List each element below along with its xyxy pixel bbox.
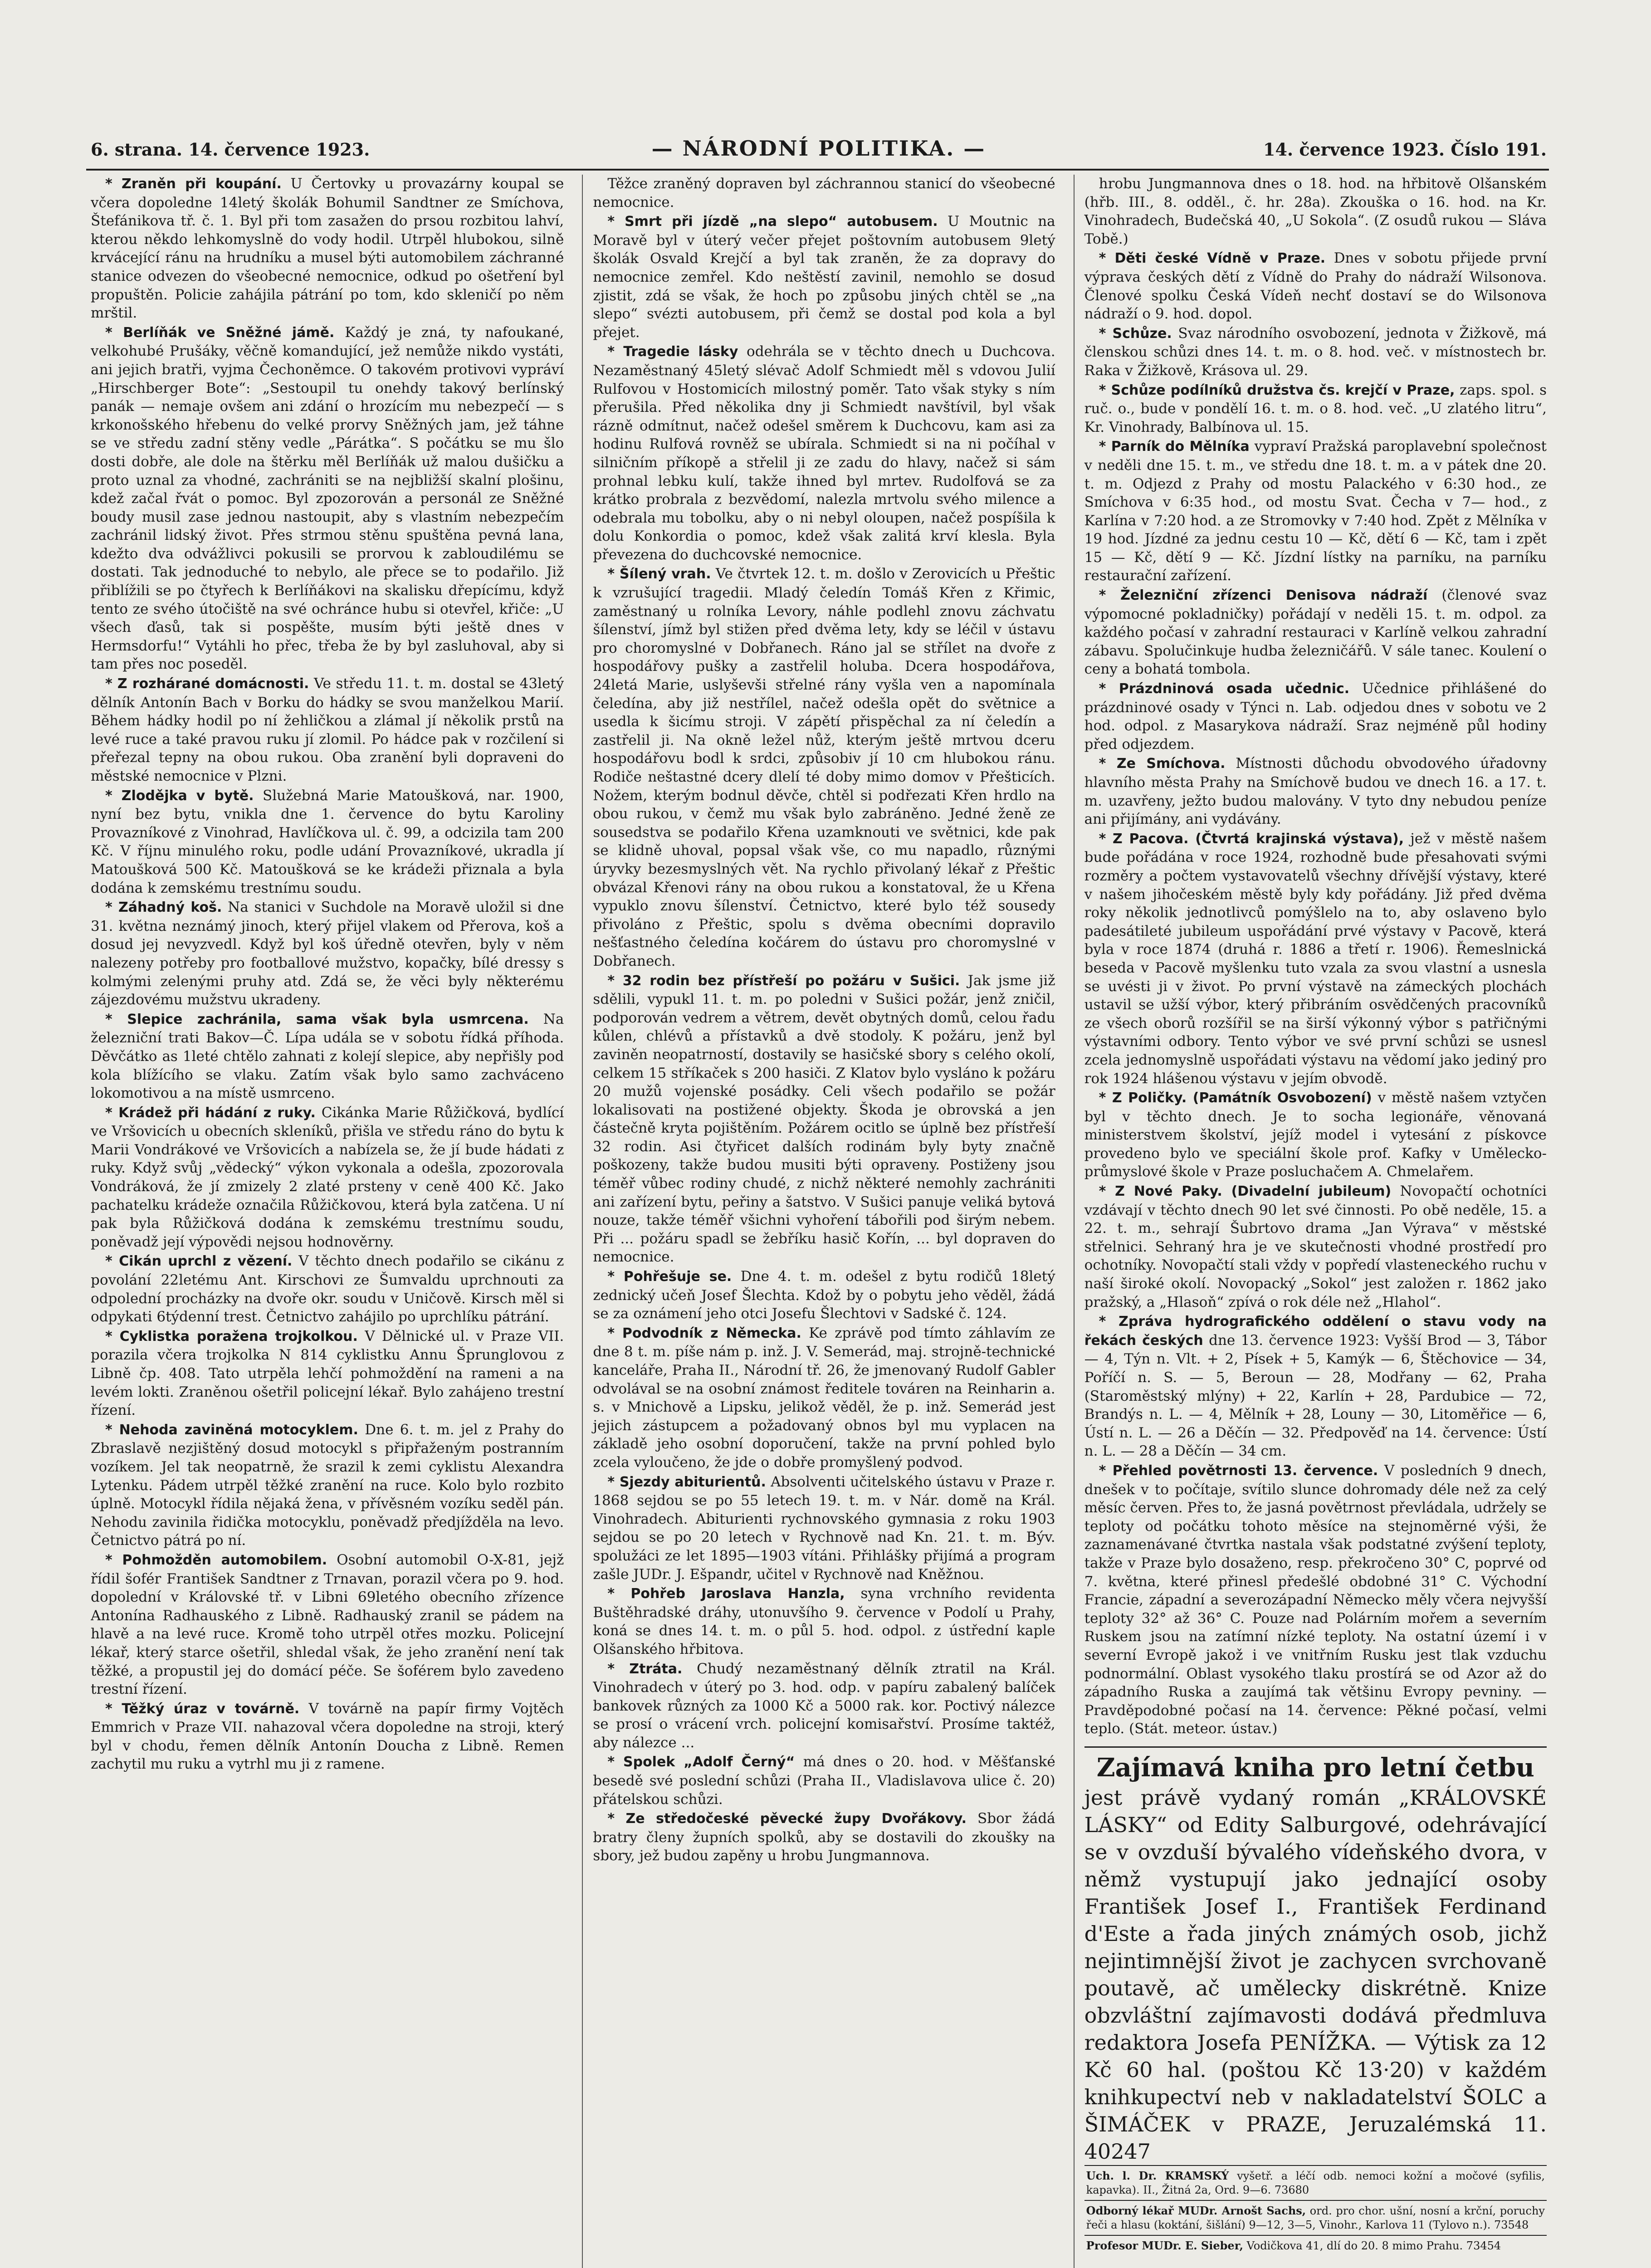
article bbox=[91, 1421, 564, 1550]
article-text: V těchto dnech podařilo se cikánu z povolání 22letému Ant. Kirschovi ze Šumvaldu uprchnouti za odpolední procházky na dvoře okr. soudu v Uničově. Kirsch měl si odpykati 6týdenní trest. Četnictvo zahájilo po uprchlíku pátrání. bbox=[91, 1253, 564, 1325]
article-text: Chudý nezaměstnaný dělník ztratil na Král. Vinohradech v úterý po 3. hod. odp. v papíru zabalený balíček bankovek různých za 1000 Kč a 5000 rak. kor. Poctivý nálezce se prosí o vrácení vrch. policejní komisařství. Prosíme taktéž, aby nálezce ... bbox=[593, 1660, 1055, 1751]
article-text: v městě našem vztyčen byl v těchto dnech. Je to socha legionáře, věnovaná ministerstvem školství, jejíž model i vytesání z pískovce provedeno bylo ve speciální škole prof. Kafky v Umělecko-průmyslové škole v Praze posluchačem A. Chmelařem. bbox=[1084, 1090, 1547, 1180]
column-1 bbox=[91, 175, 564, 2268]
article-text: dne 13. července 1923: Vyšší Brod — 3, Tábor — 4, Týn n. Vlt. + 2, Písek + 5, Kamýk — 6, Štěchovice — 34, Poříčí n. S. — 5, Beroun — 28, Modřany — 62, Praha (Staroměstský mlýny) + 22, Karlín + 28, Pardubice — 72, Brandýs n. L. — 4, Mělník + 28, Louny — 30, Litoměřice — 6, Ústí n. L. — 26 a Děčín — 32. Předpověď na 14. července: Ústí n. L. — 28 a Děčín — 34 cm. bbox=[1084, 1332, 1547, 1460]
article-title: * Železniční zřízenci Denisova nádraží bbox=[1099, 587, 1428, 604]
article-text: Novopačtí ochotníci vzdávají v těchto dnech 90 let své činnosti. Po obě neděle, 15. a 22. t. m., sehrají Šubrtovo drama „Jan Výrava“ v městské střelnici. Sehraný hra je ve skutečnosti vhodné prostředí pro ochotníky. Novopačtí stali vždy v popředí vlasteneckého ruchu v naší široké okolí. Novopacký „Sokol“ jest založen r. 1862 jako pražský, a „Hlasoň“ zpívá o rok déle než „Hlahol“. bbox=[1084, 1183, 1547, 1310]
article-title: * Cikán uprchl z vězení. bbox=[105, 1253, 293, 1270]
article-title: * Schůze podílníků družstva čs. krejčí v Praze, bbox=[1099, 382, 1455, 398]
article bbox=[1084, 1182, 1547, 1311]
article bbox=[1084, 830, 1547, 1088]
column-3 bbox=[1074, 175, 1547, 2268]
article bbox=[593, 972, 1055, 1267]
article-text: V Dělnické ul. v Praze VII. porazila včera trojkolka N 814 cyklistku Annu Šprunglovou z Libně čp. 408. Tato utrpěla lehčí pohmoždění na rameni a na levém lokti. Zraněnou ošetřil policejní lékař. Bylo zahájeno trestní řízení. bbox=[91, 1328, 564, 1419]
article-text: Absolventi učitelského ústavu v Praze r. 1868 sejdou se po 55 letech 19. t. m. v Nár. domě na Král. Vinohradech. Abiturienti rychnovského gymnasia z roku 1903 sejdou se po 20 letech v Rychnově nad Kn. 21. t. m. Býv. spolužáci ze let 1895—1903 vítáni. Přihlášky přijímá a program zašle JUDr. J. Ešpandr, učitel v Rychnově nad Kněžnou. bbox=[593, 1473, 1055, 1583]
article bbox=[1084, 175, 1547, 248]
article bbox=[1084, 324, 1547, 380]
article-title: * Spolek „Adolf Černý“ bbox=[607, 1754, 795, 1770]
article-title: * Pohřeb Jaroslava Hanzla, bbox=[607, 1586, 845, 1602]
article bbox=[91, 1327, 564, 1420]
ad-text: jest právě vydaný román „KRÁLOVSKÉ LÁSKY“ od Edity Salburgové, odehrávající se v ovzduší bývalého vídeňského dvora, v němž vystupují jako jednající osoby František Josef I., František Ferdinand d'Este a řada jiných známých osob, jichž nejintimnější život je zachycen svrchovaně poutavě, ač umělecky diskrétně. Knize obzvláštní zajímavosti dodává předmluva redaktora Josefa PENÍŽKA. — Výtisk za 12 Kč 60 hal. (poštou Kč 13·20) v každém knihkupectví neb v nakladatelství ŠOLC a ŠIMÁČEK v PRAZE, Jeruzalémská 11. 40247 bbox=[1084, 1785, 1547, 2164]
article-title: * Cyklistka poražena trojkolkou. bbox=[105, 1328, 358, 1344]
article bbox=[593, 565, 1055, 970]
article-text: U Moutnic na Moravě byl v úterý večer přejet poštovním autobusem 9letý školák Osvald Krejčí a byl tak zraněn, že za dopravy do nemocnice zemřel. Kdo neštěstí zavinil, nemohlo se dosud zjistit, zdá se však, že hoch po způsobu jiných chtěl se „na slepo“ svézti autobusem, při čemž se dostal pod kola a byl přejet. bbox=[593, 213, 1055, 341]
article bbox=[593, 342, 1055, 564]
small-ad-title: Uch. l. Dr. KRAMSKÝ bbox=[1086, 2169, 1229, 2182]
article-text: V posledních 9 dnech, dnešek v to počítaje, svítilo slunce dohromady déle než za celý měsíc červen. Přes to, že jasná povětrnost převládala, udržely se teploty od počátku tohoto měsíce na stejnoměrné výši, že zaznamenávané čtvrtka nastala však podstatné zvýšení teploty, takže v Praze bylo dosaženo, resp. překročeno 30° C, poprvé od 7. května, které přinesl předešlé obdobné 31° C. Východní Francie, západní a severozápadní Německo měly včera nejvyšší teploty 32° až 36° C. Pouze nad Polárním mořem a severním Ruskem jsou na zatímní nízké teploty. Na ostatní území i v severní Evropě jakož i ve vnitřním Rusku jest tlak vzduchu podnormální. Oblast vysokého tlaku prostírá se od Azor až do západního Ruska a zaujímá tak většinu Evropy pevniny. — Pravděpodobné počasí na 14. července: Pěkné počasí, velmi teplo. (Stát. meteor. ústav.) bbox=[1084, 1462, 1547, 1737]
article-title: * Ztráta. bbox=[607, 1661, 683, 1677]
article-title: * Nehoda zaviněná motocyklem. bbox=[105, 1422, 358, 1438]
article-title: * Záhadný koš. bbox=[105, 899, 222, 916]
article bbox=[593, 1660, 1055, 1752]
article bbox=[593, 1809, 1055, 1865]
article-title: * Těžký úraz v továrně. bbox=[105, 1701, 300, 1717]
small-ad bbox=[1084, 2235, 1547, 2256]
article bbox=[1084, 381, 1547, 437]
header-left: 6. strana. 14. července 1923. bbox=[91, 139, 370, 160]
column-3-articles bbox=[1084, 175, 1547, 1738]
article bbox=[91, 1104, 564, 1251]
book-advertisement bbox=[1084, 1746, 1547, 2165]
small-ad-title: Odborný lékař MUDr. Arnošt Sachs, bbox=[1086, 2204, 1306, 2217]
article bbox=[1084, 1089, 1547, 1181]
article-title: * Pohřešuje se. bbox=[607, 1269, 732, 1285]
article-text: Na železniční trati Bakov—Č. Lípa udála se v sobotu řídká příhoda. Děvčátko as 1leté chtělo zahnati z kolejí slepice, aby nepřišly pod kola blížícího se vlaku. Zatím však bylo samo zachváceno lokomotivou a na místě usmrceno. bbox=[91, 1011, 564, 1102]
article bbox=[1084, 754, 1547, 828]
article bbox=[91, 1700, 564, 1774]
small-ad bbox=[1084, 2200, 1547, 2235]
article-text: Cikánka Marie Růžičková, bydlící ve Vršovicích u obecních skleníků, přišla ve středu ráno do bytu k Marii Vondrákové ve Vršovicích a nabízela se, že jí bude hádati z ruky. Když svůj „vědecký“ výkon vykonala a odešla, zpozorovala Vondráková, že jí zmizely 2 zlaté prsteny v ceně 400 Kč. Jako pachatelku krádeže označila Růžičkovou, která byla zatčena. U ní pak byla Růžičková dodána k zemskému trestnímu soudu, poněvadž její výpovědi nejsou hodnověrny. bbox=[91, 1104, 564, 1250]
article bbox=[593, 212, 1055, 342]
article-text: Ve čtvrtek 12. t. m. došlo v Zerovicích u Přeštic k vzrušující tragedii. Mladý čeledín Tomáš Křen z Křimic, zaměstnaný u rolníka Levory, náhle podlehl znovu záchvatu šílenství, jímž byl stižen před dvěma lety, kdy se léčil v ústavu pro choromyslné v Dobřanech. Ráno jal se střílet na dvoře z hospodářovy pušky a zastřelil holuba. Dcera hospodářova, 24letá Marie, uslyševši střelné rány vyšla ven a napomínala čeledína, aby již nestřílel, načež odešla opět do světnice a usedla k šicímu stroji. V zápětí přispěchal za ní čeledín a zastřelil ji. Na okně ležel nůž, kterým ještě mrtvou dceru hospodářovu bodl k srdci, způsobiv jí 10 cm hlubokou ránu. Rodiče neštastné dcery dlelí té doby mimo domov v Přešticích. Nožem, kterým bodnul děvče, chtěl si podřezati Křen hrdlo na obou rukou, v čemž mu však bylo zabráněno. Jedné ženě ze sousedstva se podařilo Křena uzamknouti ve světnici, kde pak se klidně uhoval, popsal však vše, co mu napadlo, různými úryvky bezesmyslných vět. Na rychlo přivolaný lékař z Přeštic obvázal Křenovi rány na obou rukou a konstatoval, že u Křena vypuklo znovu šílenství. Četnictvo, které bylo též sousedy přivoláno z Přeštic, spolu s dvěma obecními dopravilo nešťastného čeledína kočárem do ústavu pro choromyslné v Dobřanech. bbox=[593, 566, 1055, 969]
article bbox=[91, 898, 564, 1009]
article-text: Každý je zná, ty nafoukané, velkohubé Prušáky, věčně komandující, jež nemůže nikdo vystáti, ani jejich bratři, vyjma Čechoněmce. O takovém protivovi vypráví „Hirschberger Bote“: „Sestoupil tu onehdy takový berlínský panák — nemaje ovšem ani zdání o hrozícím mu nebezpečí — s krkonošského hřebenu do velké prorvy Sněžných jam, jež táhne se ve středu zadní stěny vedle „Párátka“. S počátku se mu šlo dosti dobře, ale dole na štěrku měl Berlíňák už malou dušičku a proto uznal za vhodné, zachrániti se na nejbližší skalní plošinu, kdež začal řvát o pomoc. Byl zpozorován a personál ze Sněžné boudy musil zase jednou nastoupit, aby s vlastním nebezpečím zachránil lidský život. Přes strmou stěnu spuštěna pevná lana, kdežto dva odvážlivci pokusili se prorvou k zabloudilému se dostati. Tak jednoduché to nebylo, ale přece se to podařilo. Již přiblížili se po čtyřech k Berlíňákovi na skalisku dřepícímu, když tento ze svého útočiště na své ochránce hubu si otevřel, křiče: „U všech ďasů, tak si pospěšte, musím býti ještě dnes v Hermsdorfu!“ Vytáhli ho přec, třeba že by byl zasluhoval, aby si tam přes noc poseděl. bbox=[91, 324, 564, 673]
article bbox=[91, 1551, 564, 1699]
article-text: odehrála se v těchto dnech u Duchcova. Nezaměstnaný 45letý slévač Adolf Schmiedt měl s vdovou Julií Rulfovou v Hostomicích milostný poměr. Tato však styky s ním přerušila. Před několika dny ji Schmiedt navštívil, byl však rázně odmítnut, načež odešel směrem k Duchcovu, kam asi za hodinu Rulfová rovněž se ubírala. Schmiedt si na ni počíhal v silničním příkopě a střelil ji ze zadu do hlavy, načež si sám prohnal lebku kulí, takže ihned byl mrtev. Rudolfová se za krátko probrala z bezvědomí, nalezla mrtvolu svého milence a odebrala mu tobolku, aby o ni nebyl oloupen, načež pospíšila k dolu Konkordia o pomoc, kdež však zalitá krví klesla. Byla převezena do duchcovské nemocnice. bbox=[593, 343, 1055, 563]
article-text: Služebná Marie Matoušková, nar. 1900, nyní bez bytu, vnikla dne 1. července do bytu Karoliny Provazníkové z Vinohrad, Havlíčkova ul. č. 99, a odcizila tam 200 Kč. V říjnu minulého roku, podle udání Provazníkové, ukradla jí Matoušková 500 Kč. Matoušková se ke krádeži přiznala a byla dodána k zemskému trestnímu soudu. bbox=[91, 787, 564, 896]
article-text: Dnes v sobotu přijede první výprava českých dětí z Vídně do Prahy do nádraží Wilsonova. Členové spolku Česká Vídeň nechť dostaví se do Wilsonova nádraží o 9. hod. dopol. bbox=[1084, 250, 1547, 323]
article bbox=[1084, 437, 1547, 585]
article-text: Ke zprávě pod tímto záhlavím ze dne 8 t. m. píše nám p. inž. J. V. Semerád, maj. strojně-technické kanceláře, Praha II., Národní tř. 26, že jmenovaný Rudolf Gabler odvolával se na osobní známost ředitele továren na Reinharin a. s. v Mnichově a Lipsku, jelikož věděl, že p. inž. Semerád jest jejich zástupcem a požadovaný obnos byl mu vyplacen na základě jeho osobní doporučení, takže na první pohled bylo zcela vyloučeno, že jde o dobře promyšlený podvod. bbox=[593, 1325, 1055, 1471]
article bbox=[593, 1267, 1055, 1323]
article-title: * Šílený vrah. bbox=[607, 566, 711, 582]
small-ad-text: vyšetř. a léčí odb. nemoci kožní a močové (syfilis, kapavka). II., Žitná 2a, Ord. 9—6. 73680 bbox=[1086, 2169, 1545, 2196]
article bbox=[1084, 249, 1547, 323]
article bbox=[91, 323, 564, 674]
article bbox=[593, 1753, 1055, 1809]
article-text: jež v městě našem bude pořádána v roce 1924, rozhodně bude přesahovati svými rozměry a počtem vystavovatelů všechny dřívější výstavy, které v našem jihočeském městě byly kdy pořádány. Již před dvěma roky několik jednotlivců pomýšlelo na to, aby oslaveno bylo padesátileté jubileum uspořádání prvé výstavy v Pacově, která byla v roce 1874 (druhá r. 1886 a třetí r. 1906). Řemeslnická beseda v Pacově myšlenku tuto vzala za svou vlastní a usnesla se uvésti ji v život. Po první výstavě na zámeckých plochách ustavil se užší výbor, který přibráním osvědčených pracovníků ze všech oborů rozšířil se na širší výkonný výbor s patřičnými výstavními odbory. Tento výbor ve své první schůzi se usnesl zcela jednomyslně uspořádati výstavu na vědomí jako jediný pro rok 1924 hlášenou výstavu v jejím obvodě. bbox=[1084, 830, 1547, 1087]
article bbox=[593, 1473, 1055, 1584]
article-text: Osobní automobil O-X-81, jejž řídil šofér František Sandtner z Trnavan, porazil včera po 9. hod. dopolední v Královské tř. v Libni 69letého obecního zřízence Antonína Radhauského z Libně. Radhauský zranil se pádem na hlavě a na levé ruce. Kromě toho utrpěl otřes mozku. Policejní lékař, který starce ošetřil, shledal však, že jeho zranění není tak těžké, a propustil jej do domácí péče. Se šoférem bylo zavedeno trestní řízení. bbox=[91, 1551, 564, 1698]
article-title: * Zraněn při koupání. bbox=[105, 176, 282, 192]
article-title: * Děti české Vídně v Praze. bbox=[1099, 250, 1326, 267]
article-text: Těžce zraněný dopraven byl záchrannou stanicí do všeobecné nemocnice. bbox=[593, 176, 1055, 210]
article-title: * Z Pacova. (Čtvrtá krajinská výstava), bbox=[1099, 831, 1404, 847]
article-title: * Berlíňák ve Sněžné jámě. bbox=[105, 324, 335, 341]
article bbox=[593, 1584, 1055, 1658]
article-text: vypraví Pražská paroplavební společnost v neděli dne 15. t. m., ve středu dne 18. t. m. a v pátek dne 20. t. m. Odjezd z Prahy od mostu Palackého v 6:30 hod., ze Smíchova v 6:35 hod., od mostu Svat. Čecha v 7— hod., z Karlína v 7:20 hod. a ze Stromovky v 7:40 hod. Zpět z Mělníka v 19 hod. Jízdné za jednu cestu 10 — Kč, dětí 6 — Kč, tam i zpět 15 — Kč, dětí 9 — Kč. Jízdní lístky na parníku, na parníku restaurační zařízení. bbox=[1084, 438, 1547, 584]
article-title: * Pohmožděn automobilem. bbox=[105, 1552, 327, 1568]
ad-title: Zajímavá kniha pro letní četbu bbox=[1096, 1752, 1534, 1783]
small-ads bbox=[1084, 2165, 1547, 2256]
small-ad-text: ord. pro chor. ušní, nosní a krční, poruchy řeči a hlasu (koktání, šišlání) 9—12, 3—5, Vinohr., Karlova 11 (Tylovo n.). 73548 bbox=[1086, 2204, 1545, 2231]
article-title: * Z rozhárané domácnosti. bbox=[105, 676, 309, 692]
article-title: * Krádež při hádání z ruky. bbox=[105, 1105, 316, 1121]
article bbox=[91, 675, 564, 786]
article-title: * Přehled povětrnosti 13. července. bbox=[1099, 1462, 1378, 1479]
small-ad-text: Vodičkova 41, dlí do 20. 8 mimo Prahu. 73454 bbox=[1246, 2239, 1501, 2252]
article-text: Ve středu 11. t. m. dostal se 43letý dělník Antonín Bach v Borku do hádky se svou manželkou Marií. Během hádky hodil po ní žehličkou a zlámal jí několik prstů na levé ruce a také pravou ruku jí zlomil. Po hádce pak v rozčilení si přeřezal tepny na obou rukou. Oba zranění byli dopraveni do městské nemocnice v Plzni. bbox=[91, 675, 564, 784]
article-text: Svaz národního osvobození, jednota v Žižkově, má členskou schůzi dnes 14. t. m. o 8. hod. več. v místnostech br. Raka v Žižkově, Krásova ul. 29. bbox=[1084, 325, 1547, 379]
article-text: má dnes o 20. hod. v Měšťanské besedě své poslední schůzi (Praha II., Vladislavova ulice č. 20) přátelskou schůzi. bbox=[593, 1754, 1055, 1808]
article-text: Jak jsme již sdělili, vypukl 11. t. m. po poledni v Sušici požár, jenž zničil, podporován vedrem a větrem, devět obytných domů, celou řadu kůlen, chlévů a přístavků a dvě stodoly. K požáru, jenž byl zaviněn neopatrností, dostavily se hasičské sbory s celého okolí, celkem 15 stříkaček s 200 hasiči. Z Klatov bylo vysláno k požáru 20 mužů vojenské posádky. Celi všech podařilo se požár lokalisovati na postižené objekty. Škoda je obrovská a jen částečně kryta pojištěním. Požárem ocitlo se úplně bez přístřeší 32 rodin. Asi čtyřicet dalších rodinám byly byty značně poškozeny, takže budou musiti býti opraveny. Postiženy jsou téměř vůbec rodiny chudé, z nichž některé nemohly zachrániti ani zařízení bytu, peřiny a šatstvo. V Sušici panuje veliká bytová nouze, takže téměř všichni vyhoření tábořili pod širým nebem. Při ... požáru spadl se žebříku hasič Kořín, ... byl dopraven do nemocnice. bbox=[593, 972, 1055, 1266]
article-text: zaps. spol. s ruč. o., bude v pondělí 16. t. m. o 8. hod. več. „U zlatého litru“, Kr. Vinohrady, Balbínova ul. 15. bbox=[1084, 381, 1547, 435]
article-title: * Tragedie lásky bbox=[607, 344, 738, 360]
article bbox=[91, 787, 564, 898]
article bbox=[1084, 679, 1547, 753]
article bbox=[91, 175, 564, 323]
article-title: * Prázdninová osada učednic. bbox=[1099, 681, 1350, 697]
page-header bbox=[91, 136, 1547, 168]
article bbox=[1084, 586, 1547, 679]
article-title: * Smrt při jízdě „na slepo“ autobusem. bbox=[607, 214, 938, 230]
article-text: Sbor žádá bratry členy župních spolků, aby se dostavili do zkoušky na sbory, jež budou zapěny u hrobu Jungmannova. bbox=[593, 1810, 1055, 1864]
article bbox=[593, 1324, 1055, 1472]
article-title: * Slepice zachránila, sama však byla usmrcena. bbox=[105, 1011, 529, 1027]
article-title: * Zpráva hydrografického oddělení o stavu vody na řekách českých bbox=[1084, 1314, 1547, 1349]
article-title: * Podvodník z Německa. bbox=[607, 1325, 801, 1341]
article bbox=[91, 1010, 564, 1103]
article-text: syna vrchního revidenta Buštěhradské dráhy, utonuvšího 9. července v Podolí u Prahy, koná se dnes 14. t. m. o půl 5. hod. odpol. z ústřední kaple Olšanského hřbitova. bbox=[593, 1585, 1055, 1657]
article-title: * Schůze. bbox=[1099, 325, 1172, 342]
article-text: Učednice přihlášené do prázdninové osady v Týnci n. Lab. odjedou dnes v sobotu ve 2 hod. odpol. z Masarykova nádraží. Sraz nejméně půl hodiny před odjezdem. bbox=[1084, 680, 1547, 753]
article-text: Na stanici v Suchdole na Moravě uložil si dne 31. května neznámý jinoch, který přijel vlakem od Přerova, koš a dosud jej nevyzvedl. Když byl koš úředně otevřen, byly v něm nalezeny potřeby pro footballové mužstvo, kopačky, bílé dressy s kolmými zelenými pruhy atd. Zdá se, že věci byly některému zájezdovému mužstvu ukradeny. bbox=[91, 899, 564, 1008]
article-text: U Čertovky u provazárny koupal se včera dopoledne 14letý školák Bohumil Sandtner ze Smíchova, Štefánikova tř. č. 1. Byl při tom zasažen do prsou rozbitou lahví, kterou někdo lehkomyslně do vody hodil. Utrpěl hlubokou, silně krvácející ránu na hrudníku a musel býti automobilem záchranné stanice odvezen do všeobecné nemocnice, odkud po ošetření byl propuštěn. Policie zahájila pátrání po tom, kdo skleničí po něm mrštil. bbox=[91, 176, 564, 322]
small-ad-title: Profesor MUDr. E. Sieber, bbox=[1086, 2239, 1243, 2252]
article bbox=[1084, 1461, 1547, 1738]
article-title: * Sjezdy abiturientů. bbox=[607, 1474, 766, 1490]
article-title: * Ze středočeské pěvecké župy Dvořákovy. bbox=[607, 1811, 967, 1827]
article-title: * Ze Smíchova. bbox=[1099, 756, 1226, 772]
column-2 bbox=[582, 175, 1055, 2268]
article-text: Místnosti důchodu obvodového úřadovny hlavního města Prahy na Smíchově budou ve dnech 16. a 17. t. m. uzavřeny, ježto budou malovány. V tyto dny nebudou peníze ani přijímány, ani vydávány. bbox=[1084, 755, 1547, 828]
article-title: * Z Nové Paky. (Divadelní jubileum) bbox=[1099, 1183, 1392, 1200]
article-title: * Zlodějka v bytě. bbox=[105, 787, 254, 804]
small-ad bbox=[1084, 2165, 1547, 2200]
article-text: Dne 4. t. m. odešel z bytu rodičů 18letý zednický učeň Josef Šlechta. Kdož by o pobytu jeho věděl, žádá se za oznámení jeho otci Josefu Šlechtovi v Sadské č. 124. bbox=[593, 1268, 1055, 1322]
masthead: — NÁRODNÍ POLITIKA. — bbox=[651, 136, 986, 161]
article-text: hrobu Jungmannova dnes o 18. hod. na hřbitově Olšanském (hřb. III., 8. odděl., č. hr. 28a). Zkouška o 16. hod. na Kr. Vinohradech, Budečská 40, „U Sokola“. (Z osudů rukou — Sláva Tobě.) bbox=[1084, 176, 1547, 247]
header-rule bbox=[86, 169, 1549, 171]
article-title: * 32 rodin bez přístřeší po požáru v Sušici. bbox=[607, 973, 960, 989]
article bbox=[1084, 1312, 1547, 1461]
article bbox=[91, 1252, 564, 1326]
article bbox=[593, 175, 1055, 211]
article-text: Dne 6. t. m. jel z Prahy do Zbraslavě nezjištěný dosud motocykl s připřaženým postranním vozíkem. Jel tak neopatrně, že srazil k zemi cyklistu Alexandra Lytenku. Pádem utrpěl těžké zranění na ruce. Kolo bylo rozbito úplně. Motocykl řídila nějaká žena, v přívěsném vozíku seděl pán. Nehodu zavinila řidička motocyklu, poněvadž předjížděla na levo. Četnictvo pátrá po ní. bbox=[91, 1421, 564, 1549]
article-text: (členové svaz výpomocné pokladničky) pořádají v neděli 15. t. m. odpol. za každého počasí v zahradní restauraci v Karlíně velkou zahradní zábavu. Spolučinkuje hudba železničářů. V sále tanec. Koulení o ceny a bohatá tombola. bbox=[1084, 587, 1547, 678]
columns bbox=[91, 175, 1547, 2268]
article-text: V továrně na papír firmy Vojtěch Emmrich v Praze VII. nahazoval včera dopoledne na stroji, který byl v chodu, řemen dělník Antonín Doucha z Libně. Remen zachytil mu ruku a vytrhl mu ji z ramene. bbox=[91, 1700, 564, 1773]
article-title: * Z Poličky. (Památník Osvobození) bbox=[1099, 1090, 1372, 1106]
header-right: 14. července 1923. Číslo 191. bbox=[1263, 139, 1547, 160]
article-title: * Parník do Mělníka bbox=[1099, 439, 1250, 455]
